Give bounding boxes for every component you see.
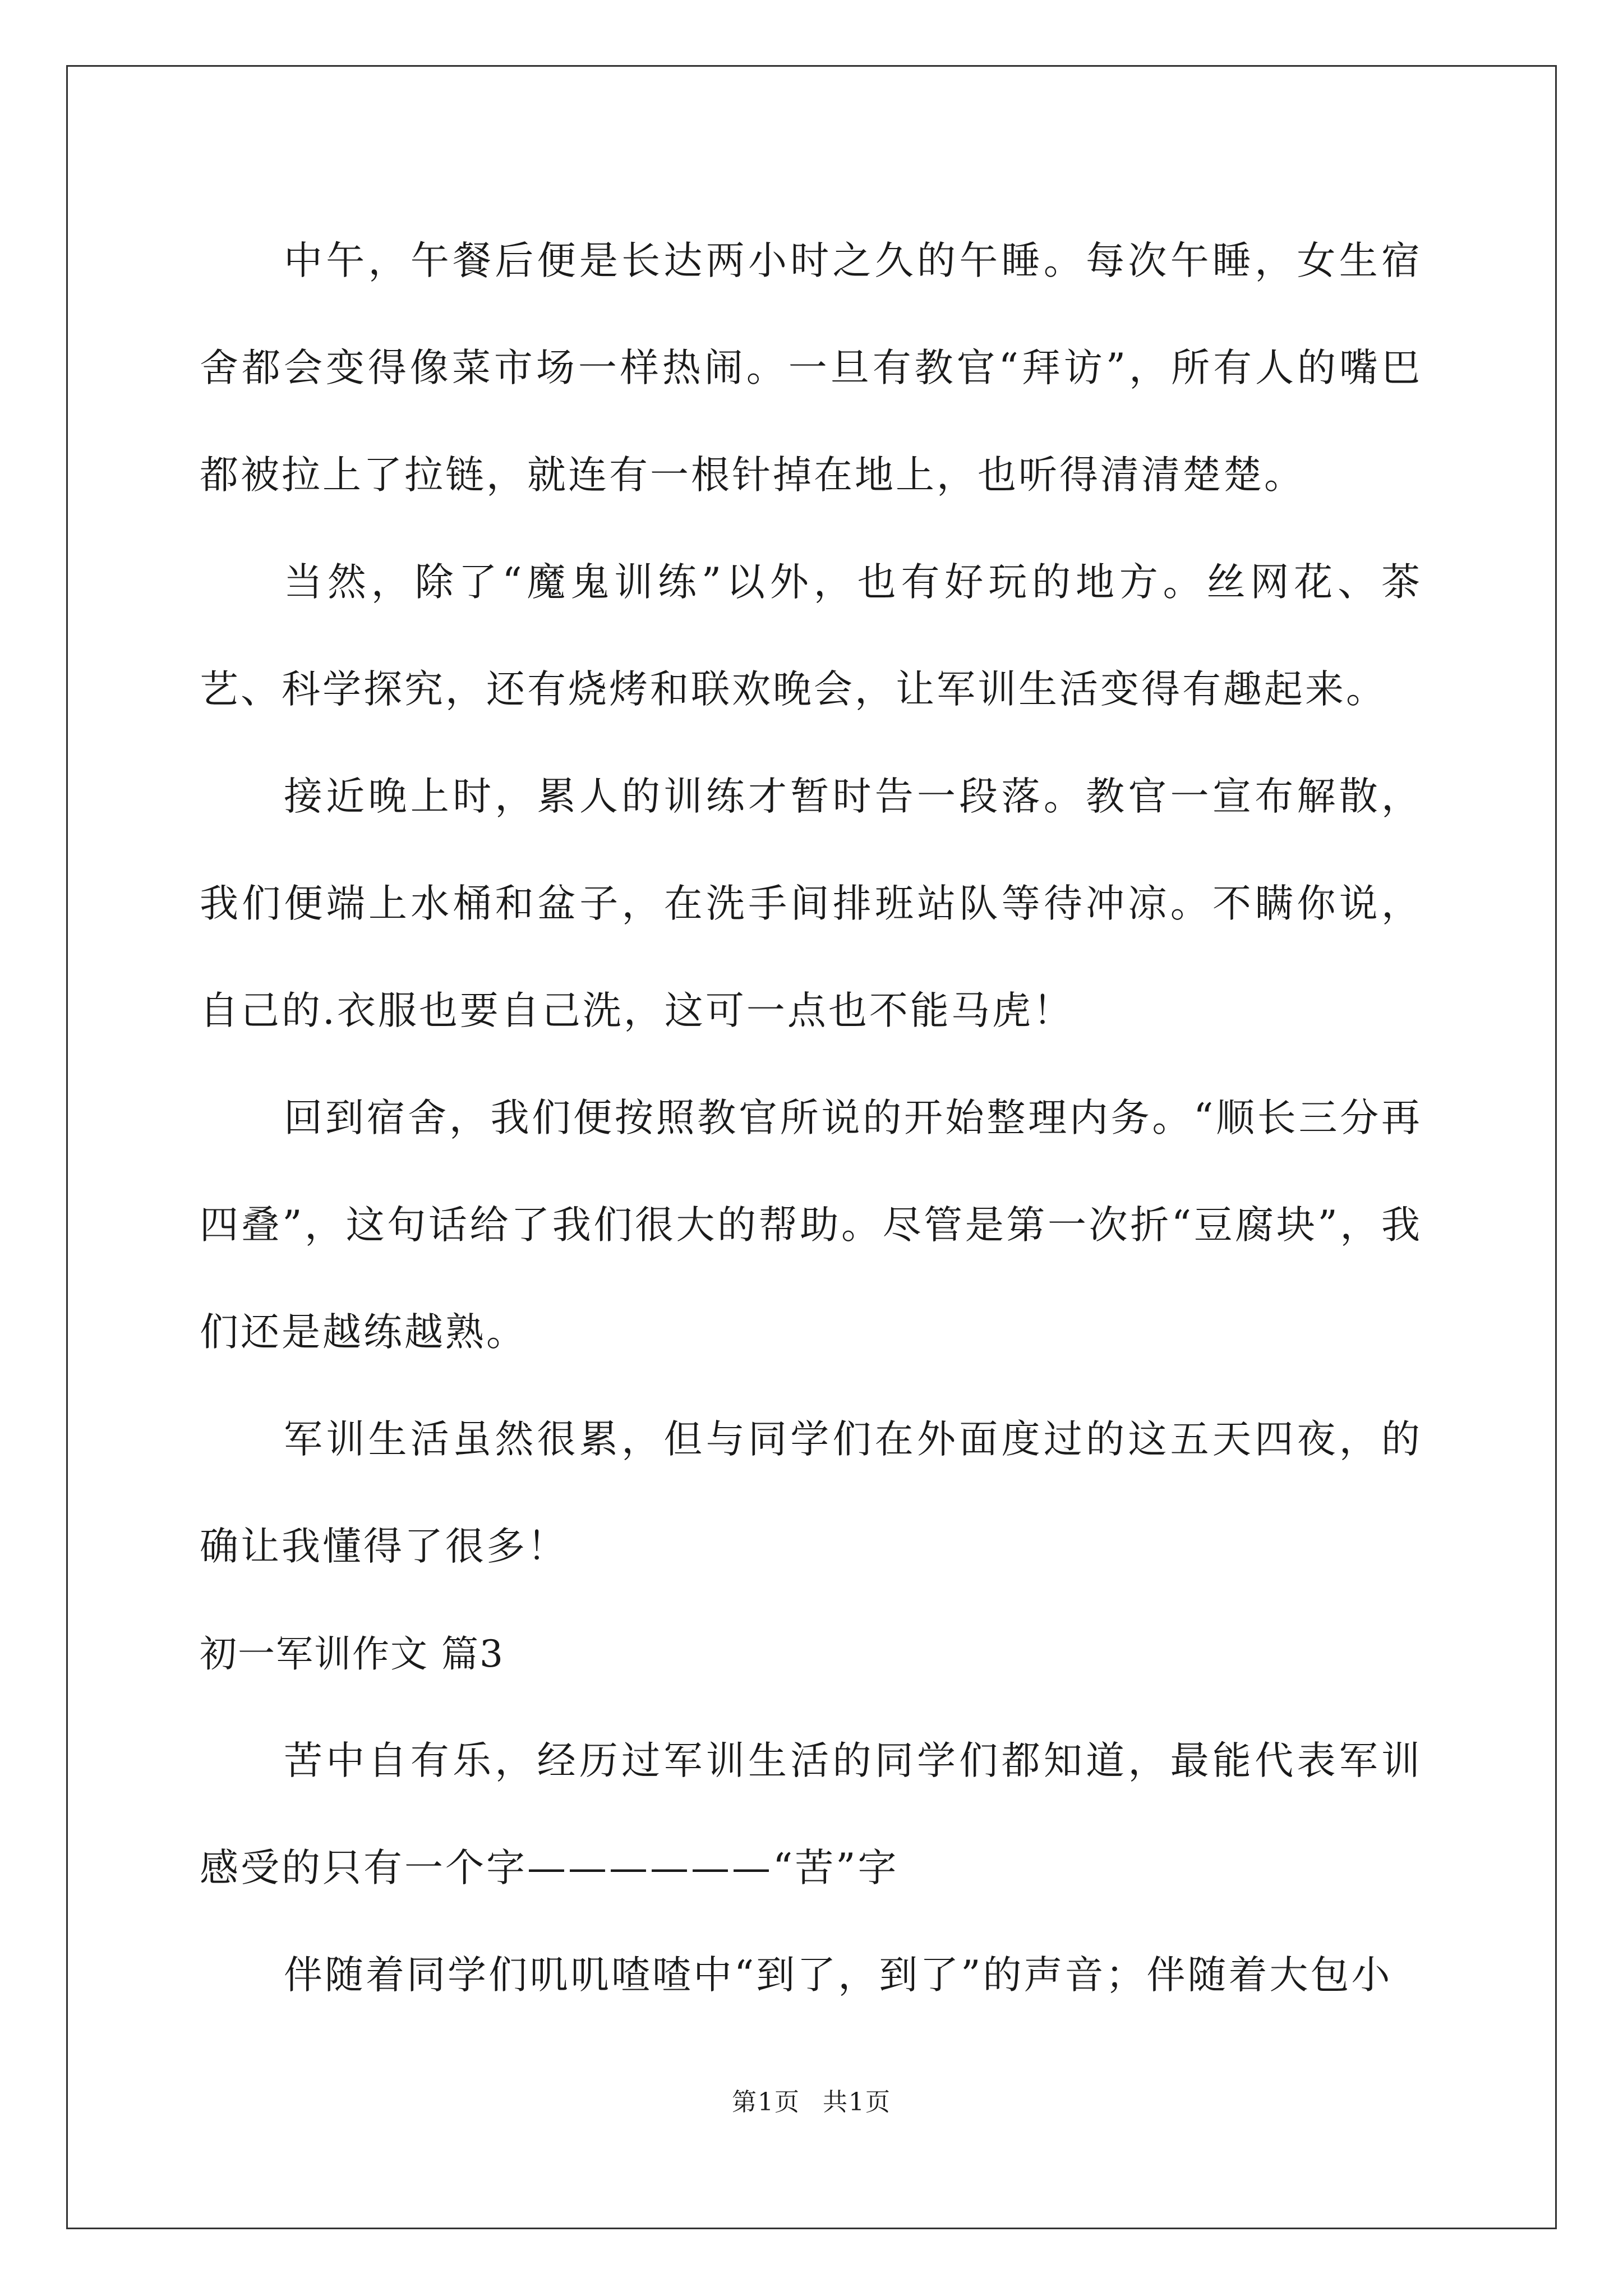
paragraph: 军训生活虽然很累，但与同学们在外面度过的这五天四夜，的确让我懂得了很多！ bbox=[200, 1417, 1422, 1569]
paragraph: 当然，除了“魔鬼训练”以外，也有好玩的地方。丝网花、茶艺、科学探究，还有烧烤和联欢晚会，让军训生活变得有趣起来。 bbox=[200, 560, 1422, 712]
document-body bbox=[200, 208, 1422, 2029]
paragraph: 回到宿舍，我们便按照教官所说的开始整理内务。“顺长三分再四叠”，这句话给了我们很大的帮助。尽管是第一次折“豆腐块”，我们还是越练越熟。 bbox=[200, 1096, 1422, 1355]
paragraph: 中午，午餐后便是长达两小时之久的午睡。每次午睡，女生宿舍都会变得像菜市场一样热闹。一旦有教官“拜访”，所有人的嘴巴都被拉上了拉链，就连有一根针掉在地上，也听得清清楚楚。 bbox=[200, 238, 1422, 498]
section-heading: 初一军训作文 篇3 bbox=[200, 1632, 504, 1676]
page-total: 共1页 bbox=[823, 2088, 891, 2116]
page-footer bbox=[0, 2086, 1623, 2119]
paragraph: 伴随着同学们叽叽喳喳中“到了，到了”的声音；伴随着大包小 bbox=[284, 1953, 1393, 1998]
paragraph: 接近晚上时，累人的训练才暂时告一段落。教官一宣布解散，我们便端上水桶和盆子，在洗手间排班站队等待冲凉。不瞒你说，自己的.衣服也要自己洗，这可一点也不能马虎！ bbox=[200, 774, 1422, 1033]
paragraph: 苦中自有乐，经历过军训生活的同学们都知道，最能代表军训感受的只有一个字——————“苦”字 bbox=[200, 1738, 1422, 1890]
page-number: 第1页 bbox=[732, 2088, 800, 2116]
